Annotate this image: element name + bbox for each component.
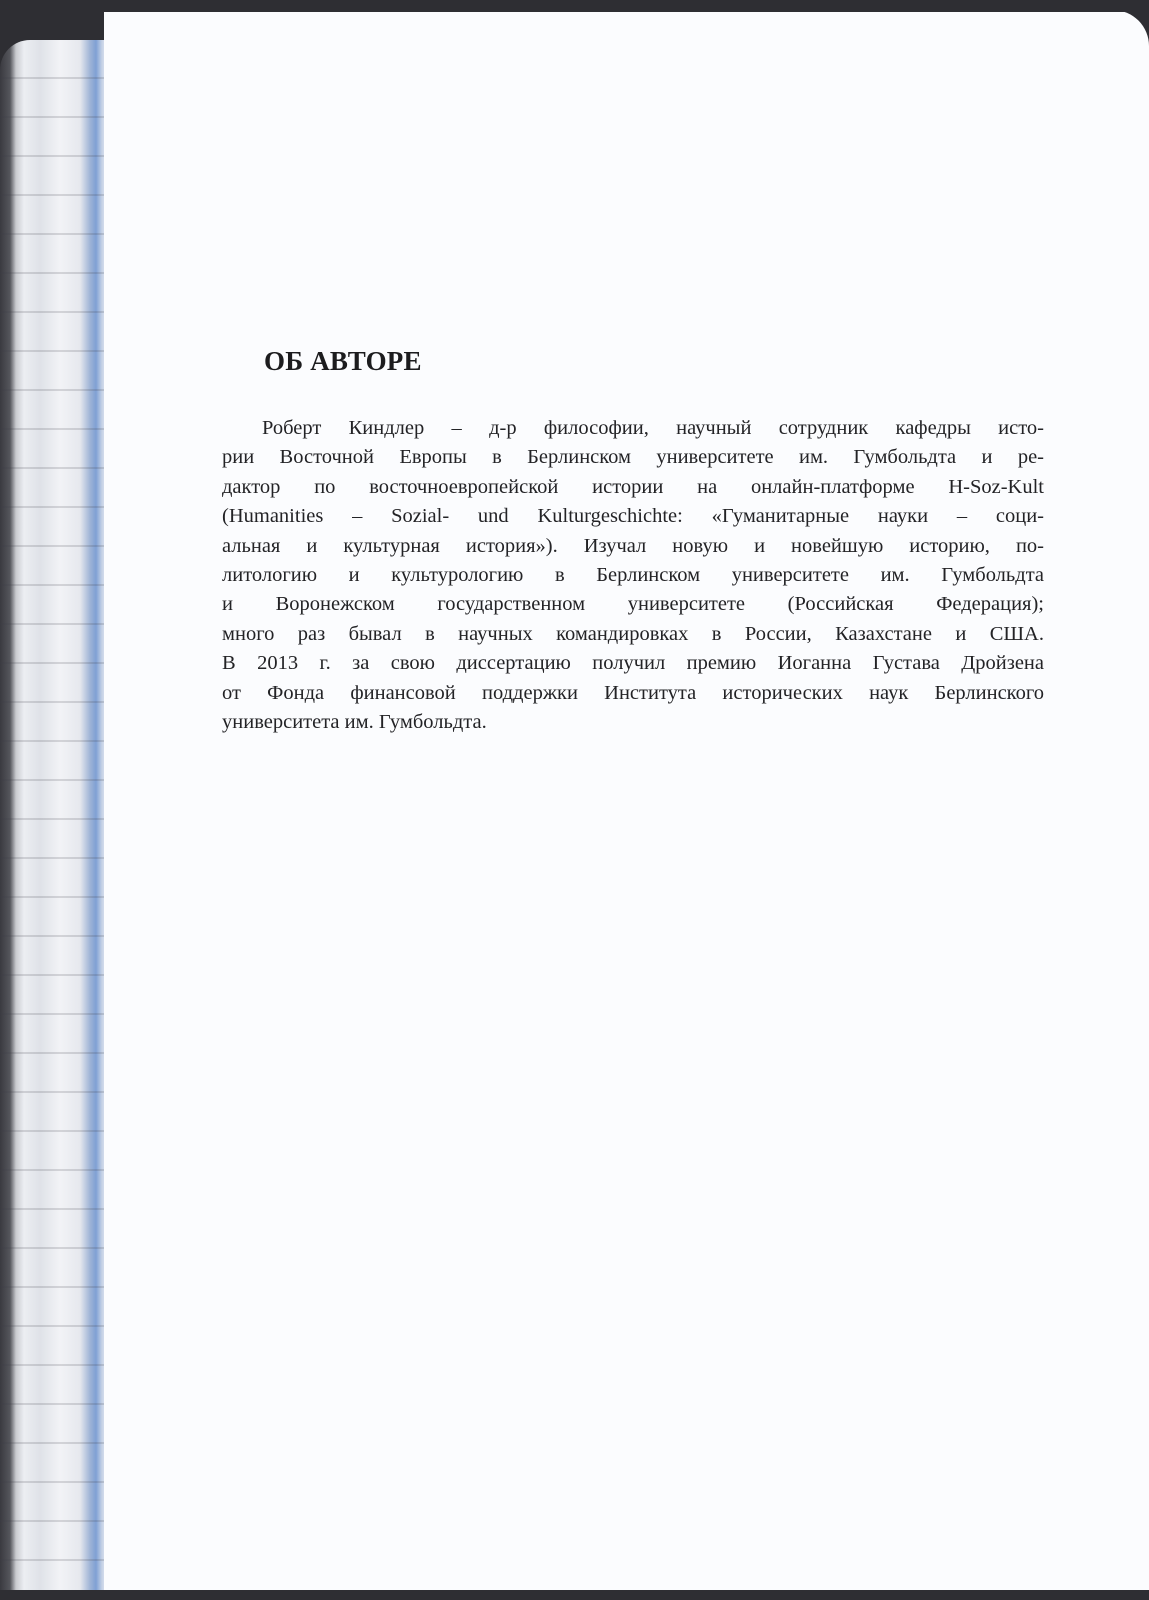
bio-line: от Фонда финансовой поддержки Института исторических наук Берлинского (222, 681, 1044, 704)
scan-border-bottom (0, 1590, 1149, 1600)
bio-line: альная и культурная история»). Изучал новую и новейшую историю, по- (222, 534, 1044, 557)
bio-line: В 2013 г. за свою диссертацию получил премию Иоганна Густава Дройзена (222, 652, 1044, 675)
bio-line: рии Восточной Европы в Берлинском университете им. Гумбольдта и ре- (222, 446, 1044, 469)
section-heading: ОБ АВТОРЕ (264, 346, 422, 376)
bio-line: дактор по восточноевропейской истории на онлайн-платформе H-Soz-Kult (222, 475, 1044, 498)
page-edge-texture (0, 40, 110, 1600)
bio-line: (Humanities – Sozial- und Kulturgeschichte: «Гуманитарные науки – соци- (222, 505, 1044, 528)
bio-line: много раз бывал в научных командировках в России, Казахстане и США. (222, 622, 1044, 645)
bio-line: и Воронежском государственном университете (Российская Федерация); (222, 593, 1044, 616)
scan-border-top (0, 0, 1149, 12)
bio-line: литологию и культурологию в Берлинском университете им. Гумбольдта (222, 564, 1044, 587)
page-sheet (104, 10, 1149, 1590)
bio-line: университета им. Гумбольдта. (222, 711, 487, 734)
book-page-edges (0, 40, 110, 1600)
bio-line: Роберт Киндлер – д-р философии, научный сотрудник кафедры исто- (262, 417, 1044, 439)
author-bio-paragraph (222, 414, 1044, 737)
